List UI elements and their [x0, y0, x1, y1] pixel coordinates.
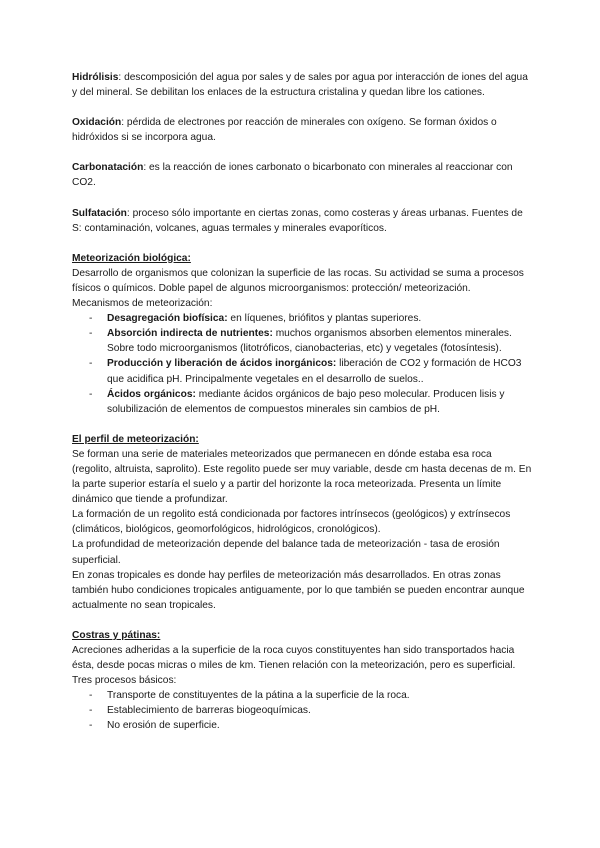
costras-processes-list — [72, 688, 532, 733]
hidrolisis-paragraph — [72, 70, 532, 100]
list-item-term: Producción y liberación de ácidos inorgánicos: — [107, 358, 337, 370]
list-item-text: en líquenes, briófitos y plantas superiores. — [227, 313, 422, 325]
list-item — [72, 311, 532, 326]
biologica-mechanisms-label: Mecanismos de meteorización: — [72, 298, 213, 310]
carbonatacion-paragraph — [72, 160, 532, 190]
heading-biologica: Meteorización biológica: — [72, 252, 191, 264]
list-item-text: muchos organismos absorben elementos minerales. Sobre todo microorganismos (litotróficos, cianobacterias, etc) y vegetales (fotosíntesis). — [107, 328, 512, 355]
costras-processes-label: Tres procesos básicos: — [72, 675, 177, 687]
list-item-term: Ácidos orgánicos: — [107, 388, 196, 400]
biologica-mechanisms-list — [72, 311, 532, 417]
list-item: - No erosión de superficie. — [72, 718, 532, 733]
heading-costras: Costras y pátinas: — [72, 629, 161, 641]
carbonatacion-text: : es la reacción de iones carbonato o bicarbonato con minerales al reaccionar con CO2. — [72, 162, 513, 189]
list-item-text: liberación de CO2 y formación de HCO3 que acidifica pH. Principalmente vegetales en el desarrollo de suelos.. — [107, 358, 522, 385]
sulfatacion-text: : proceso sólo importante en ciertas zonas, como costeras y áreas urbanas. Fuentes de S: contaminación, volcanes, aguas termales y minerales evaporíticos. — [72, 207, 523, 234]
list-item — [72, 356, 532, 386]
list-item — [72, 326, 532, 356]
list-item: - Transporte de constituyentes de la pátina a la superficie de la roca. — [72, 688, 532, 703]
sulfatacion-paragraph — [72, 206, 532, 236]
perfil-paragraph: En zonas tropicales es donde hay perfiles de meteorización más desarrollados. En otras zonas también hubo condiciones tropicales antiguamente, por lo que también se pueden encontrar aunque actualmente no sean tropicales. — [72, 569, 525, 611]
list-item — [72, 387, 532, 417]
oxidacion-paragraph — [72, 115, 532, 145]
list-item: - Establecimiento de barreras biogeoquímicas. — [72, 703, 532, 718]
biologica-intro: Desarrollo de organismos que colonizan la superficie de las rocas. Su actividad se suma a procesos físicos o químicos. Doble papel de algunos microorganismos: protección/ meteorización. — [72, 267, 524, 294]
term-oxidacion: Oxidación — [72, 117, 122, 129]
term-hidrolisis: Hidrólisis — [72, 72, 119, 83]
hidrolisis-text: : descomposición del agua por sales y de sales por agua por interacción de iones del agua y del mineral. Se debilitan los enlaces de la estructura cristalina y quedan libre los cationes. — [72, 72, 528, 99]
term-carbonatacion: Carbonatación — [72, 162, 144, 174]
costras-intro: Acreciones adheridas a la superficie de la roca cuyos constituyentes han sido transportados hacia ésta, desde pocas micras o miles de km. Tienen relación con la meteorización, pero es superficial. — [72, 645, 516, 672]
heading-perfil: El perfil de meteorización: — [72, 433, 199, 445]
list-item-term: Desagregación biofísica: — [107, 313, 228, 325]
oxidacion-text: : pérdida de electrones por reacción de minerales con oxígeno. Se forman óxidos o hidróxidos si se incorpora agua. — [72, 117, 497, 144]
perfil-paragraph: La profundidad de meteorización depende del balance tada de meteorización - tasa de erosión superficial. — [72, 539, 500, 566]
term-sulfatacion: Sulfatación — [72, 207, 127, 219]
perfil-paragraph: La formación de un regolito está condicionada por factores intrínsecos (geológicos) y extrínsecos (climáticos, biológicos, geomorfológicos, hidrológicos, cronológicos). — [72, 509, 511, 536]
perfil-paragraph: Se forman una serie de materiales meteorizados que permanecen en dónde estaba esa roca (regolito, altruista, saprolito). Este regolito puede ser muy variable, desde cm hasta decenas de m. En la parte superior estaría el suelo y a partir del horizonte la roca meteorizada. Presenta un límite dinámico que tiende a profundizar. — [72, 448, 532, 506]
document-body — [72, 70, 532, 734]
list-item-text: mediante ácidos orgánicos de bajo peso molecular. Producen lisis y solubilización de elementos de compuestos minerales sin cambios de pH. — [107, 388, 505, 415]
list-item-term: Absorción indirecta de nutrientes: — [107, 328, 273, 340]
